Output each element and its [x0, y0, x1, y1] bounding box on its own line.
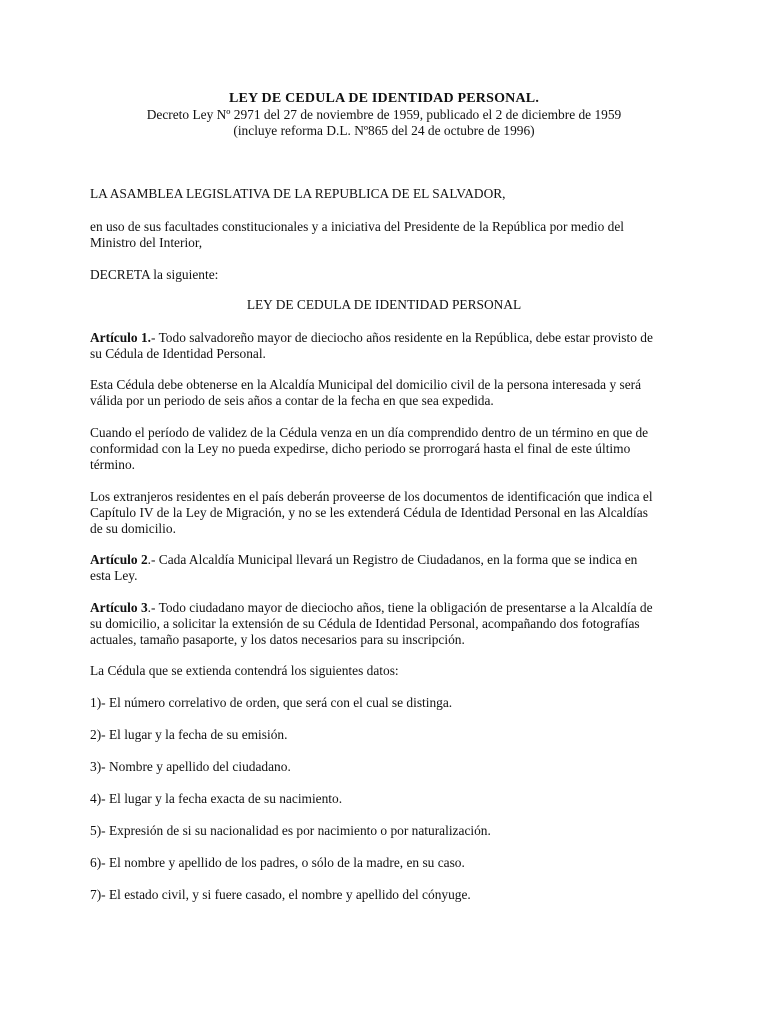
article-3-line-2: su domicilio, a solicitar la extensión de su Cédula de Identidad Personal, acompañando dos fotografías: [90, 616, 640, 631]
list-item: 4)- El lugar y la fecha exacta de su nacimiento.: [90, 791, 343, 806]
list-item: 3)- Nombre y apellido del ciudadano.: [90, 759, 291, 774]
article-1-foreigners-paragraph: [90, 489, 685, 537]
law-title: LEY DE CEDULA DE IDENTIDAD PERSONAL: [246, 297, 522, 312]
article-1-line-1: Artículo 1.- Todo salvadoreño mayor de dieciocho años residente en la República, debe estar provisto de: [90, 330, 653, 345]
article-1-label: Artículo 1.: [90, 330, 151, 345]
list-item: 6)- El nombre y apellido de los padres, o sólo de la madre, en su caso.: [90, 855, 465, 870]
reform-line: (incluye reforma D.L. Nº865 del 24 de octubre de 1996): [233, 123, 535, 138]
article-2-label: Artículo 2: [90, 552, 148, 567]
powers-line: en uso de sus facultades constitucionales y a iniciativa del Presidente de la República por medio del: [90, 219, 624, 234]
decreta-line: DECRETA la siguiente:: [90, 267, 219, 282]
list-item: 5)- Expresión de si su nacionalidad es por nacimiento o por naturalización.: [90, 823, 491, 838]
paragraph-line: de su domicilio.: [90, 521, 176, 536]
list-item: 1)- El número correlativo de orden, que será con el cual se distinga.: [90, 695, 453, 710]
article-1-line-2: su Cédula de Identidad Personal.: [90, 346, 266, 361]
paragraph-line: término.: [90, 457, 135, 472]
paragraph-line: Capítulo IV de la Ley de Migración, y no se les extenderá Cédula de Identidad Personal en las Alcaldías: [90, 505, 648, 520]
powers-line: Ministro del Interior,: [90, 235, 203, 250]
assembly-heading: LA ASAMBLEA LEGISLATIVA DE LA REPUBLICA DE EL SALVADOR,: [90, 186, 506, 201]
article-3-label: Artículo 3: [90, 600, 148, 615]
paragraph-line: Cuando el período de validez de la Cédula venza en un día comprendido dentro de un término en que de: [90, 425, 649, 440]
article-1-paragraph: [90, 330, 685, 362]
article-3-line-1: Artículo 3.- Todo ciudadano mayor de dieciocho años, tiene la obligación de presentarse a la Alcaldía de: [90, 600, 653, 615]
article-2-line-1: Artículo 2.- Cada Alcaldía Municipal llevará un Registro de Ciudadanos, en la forma que se indica en: [90, 552, 638, 567]
list-item: 7)- El estado civil, y si fuere casado, el nombre y apellido del cónyuge.: [90, 887, 471, 902]
paragraph-line: Los extranjeros residentes en el país deberán proveerse de los documentos de identificación que indica el: [90, 489, 653, 504]
article-3-paragraph: [90, 600, 685, 648]
article-1-validity-paragraph: [90, 377, 685, 409]
list-item: 2)- El lugar y la fecha de su emisión.: [90, 727, 288, 742]
article-2-paragraph: [90, 552, 685, 584]
article-3-line-3: actuales, tamaño pasaporte, y los datos necesarios para su inscripción.: [90, 632, 465, 647]
decree-line: Decreto Ley Nº 2971 del 27 de noviembre de 1959, publicado el 2 de diciembre de 1959: [146, 107, 622, 122]
document-title: LEY DE CEDULA DE IDENTIDAD PERSONAL.: [228, 91, 540, 106]
article-3-intro: La Cédula que se extienda contendrá los siguientes datos:: [90, 663, 399, 678]
paragraph-line: válida por un periodo de seis años a contar de la fecha en que sea expedida.: [90, 393, 494, 408]
powers-paragraph: [90, 219, 685, 251]
paragraph-line: Esta Cédula debe obtenerse en la Alcaldía Municipal del domicilio civil de la persona interesada y será: [90, 377, 642, 392]
article-2-line-2: esta Ley.: [90, 568, 138, 583]
article-1-extension-paragraph: [90, 425, 685, 473]
paragraph-line: conformidad con la Ley no pueda expedirse, dicho periodo se prorrogará hasta el final de este último: [90, 441, 631, 456]
